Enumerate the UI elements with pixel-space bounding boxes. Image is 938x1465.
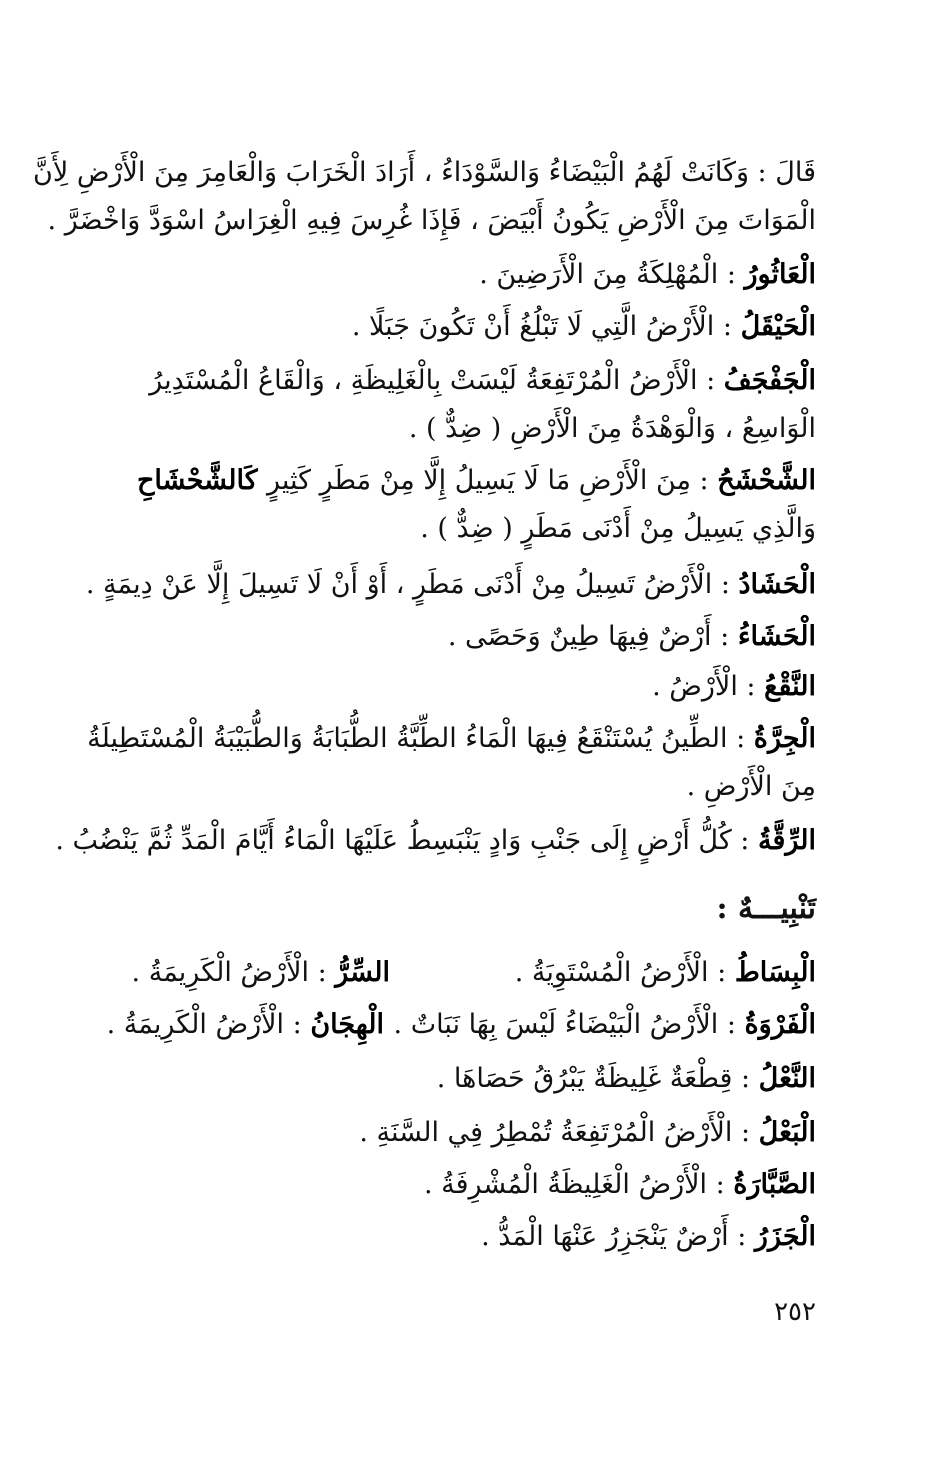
entry-aathoor xyxy=(116,252,816,298)
entry-term: الصَّبَّارَةُ xyxy=(733,1169,816,1200)
entry-term: السِّرُّ xyxy=(335,957,390,988)
entry-term: النَّعْلُ xyxy=(758,1063,816,1094)
note-entry-sabbara xyxy=(116,1162,816,1208)
intro-line-2: الْمَوَاتَ مِنَ الْأَرْضِ يَكُونُ أَبْيَضَ ، فَإِذَا غُرِسَ فِيهِ الْغِرَاسُ اسْوَدَّ وَاخْضَرَّ . xyxy=(47,205,816,236)
entry-jirra xyxy=(87,716,816,762)
entry-text: : الْأَرْضُ الْمُسْتَوِيَةُ . xyxy=(514,957,735,988)
entry-shahshah xyxy=(116,458,816,504)
page-number: ٢٥٢ xyxy=(774,1297,816,1327)
note-entry-bal xyxy=(116,1110,816,1156)
note-entry-sirr xyxy=(132,950,390,996)
entry-text: الْأَرْضُ الْمُرْتَفِعَةُ لَيْسَتْ بِالْغَلِيظَةِ ، وَالْقَاعُ الْمُسْتَدِيرُ xyxy=(149,365,698,396)
entry-separator: : xyxy=(737,671,765,702)
entry-text: : الْأَرْضُ الْغَلِيظَةُ الْمُشْرِفَةُ . xyxy=(423,1169,734,1200)
entry-text: : أَرْضٌ يَنْجَزِرُ عَنْهَا الْمَدُّ . xyxy=(481,1221,755,1252)
entry-separator: : xyxy=(697,365,724,396)
entry-text: الطِّينُ يُسْتَنْقَعُ فِيهَا الْمَاءُ الطِّبَّةُ الطُّبَابَةُ وَالطُّبَيْبَةُ الْمُسْتَطِيلَةُ xyxy=(87,723,728,754)
entry-jafjaf-continued: الْوَاسِعُ ، وَالْوَهْدَةُ مِنَ الْأَرْضِ ( ضِدٌّ ) . xyxy=(408,413,816,444)
entry-hashaa xyxy=(116,614,816,660)
entry-text: : الْأَرْضُ الْكَرِيمَةُ . xyxy=(131,957,336,988)
entry-text: : الْأَرْضُ الْبَيْضَاءُ لَيْسَ بِهَا نَبَاتٌ . xyxy=(393,1009,745,1040)
entry-term: الْبِسَاطُ xyxy=(734,957,816,988)
note-entry-farwa xyxy=(394,1002,816,1048)
entry-shahshah-continued: وَالَّذِي يَسِيلُ مِنْ أَدْنَى مَطَرٍ ( ضِدٌّ ) . xyxy=(420,513,816,544)
entry-term: الْجِرَّةُ xyxy=(753,723,816,754)
entry-term: الْجَفْجَفُ xyxy=(723,365,816,396)
entry-text: : قِطْعَةٌ غَلِيظَةٌ يَبْرُقُ حَصَاهَا . xyxy=(436,1063,759,1094)
entry-jafjaf xyxy=(116,358,816,404)
entry-text: : الْأَرْضُ الْكَرِيمَةُ . xyxy=(106,1009,311,1040)
entry-jirra-continued: مِنَ الْأَرْضِ . xyxy=(686,771,816,802)
entry-naqa xyxy=(116,664,816,710)
entry-term: الْعَاثُورُ xyxy=(744,259,816,290)
entry-text: مِنَ الْأَرْضِ مَا لَا يَسِيلُ إِلَّا مِنْ مَطَرٍ كَثِيرٍ xyxy=(266,465,691,496)
entry-term: الشَّحْشَحُ xyxy=(717,465,816,496)
entry-separator: : xyxy=(690,465,718,496)
entry-text: : الْأَرْضُ الْمُرْتَفِعَةُ تُمْطِرُ فِي السَّنَةِ . xyxy=(359,1117,759,1148)
entry-term: الرِّقَّةُ xyxy=(757,825,816,856)
note-entry-jazar xyxy=(116,1214,816,1260)
entry-hashad xyxy=(85,562,816,608)
entry-term: الْحَيْقَلُ xyxy=(740,311,816,342)
note-entry-naal xyxy=(116,1056,816,1102)
entry-term: الْحَشَادُ xyxy=(738,569,816,600)
entry-separator: : xyxy=(712,569,739,600)
entry-text: الْمُهْلِكَةُ مِنَ الْأَرَضِينَ . xyxy=(479,259,719,290)
entry-separator: : xyxy=(711,621,738,652)
entry-term: الْبَعْلُ xyxy=(758,1117,816,1148)
entry-hayqal xyxy=(116,304,816,350)
entry-separator: : xyxy=(714,311,741,342)
entry-term: الْجَزَرُ xyxy=(754,1221,816,1252)
entry-riqqa xyxy=(55,818,816,864)
entry-term: الْفَرْوَةُ xyxy=(744,1009,816,1040)
entry-term: الْهِجَانُ xyxy=(310,1009,384,1040)
entry-term: النَّقْعُ xyxy=(764,671,816,702)
entry-term: الْحَشَاءُ xyxy=(737,621,816,652)
intro-line-1: قَالَ : وَكَانَتْ لَهُمُ الْبَيْضَاءُ وَالسَّوْدَاءُ ، أَرَادَ الْخَرَابَ وَالْعَامِرَ مِنَ الْأَرْضِ لِأَنَّ xyxy=(33,157,816,188)
note-entry-hijan xyxy=(107,1002,384,1048)
entry-separator: : xyxy=(731,825,758,856)
entry-term-secondary: كَالشَّحْشَاحِ xyxy=(136,465,267,496)
entry-text: الْأَرْضُ . xyxy=(652,671,738,702)
entry-text: أَرْضٌ فِيهَا طِينٌ وَحَصًى . xyxy=(447,621,712,652)
entry-text: كُلُّ أَرْضٍ إِلَى جَنْبِ وَادٍ يَنْبَسِطُ عَلَيْهَا الْمَاءُ أَيَّامَ الْمَدِّ ثُمَّ يَنْضُبُ . xyxy=(55,825,732,856)
entry-separator: : xyxy=(727,723,754,754)
note-entry-bisat xyxy=(515,950,816,996)
entry-text: الْأَرْضُ الَّتِي لَا تَبْلُغُ أَنْ تَكُونَ جَبَلًا . xyxy=(351,311,715,342)
entry-text: الْأَرْضُ تَسِيلُ مِنْ أَدْنَى مَطَرٍ ، أَوْ أَنْ لَا تَسِيلَ إِلَّا عَنْ دِيمَةٍ . xyxy=(85,569,713,600)
note-heading: تَنْبِيـــهٌ : xyxy=(716,891,816,926)
entry-separator: : xyxy=(718,259,745,290)
